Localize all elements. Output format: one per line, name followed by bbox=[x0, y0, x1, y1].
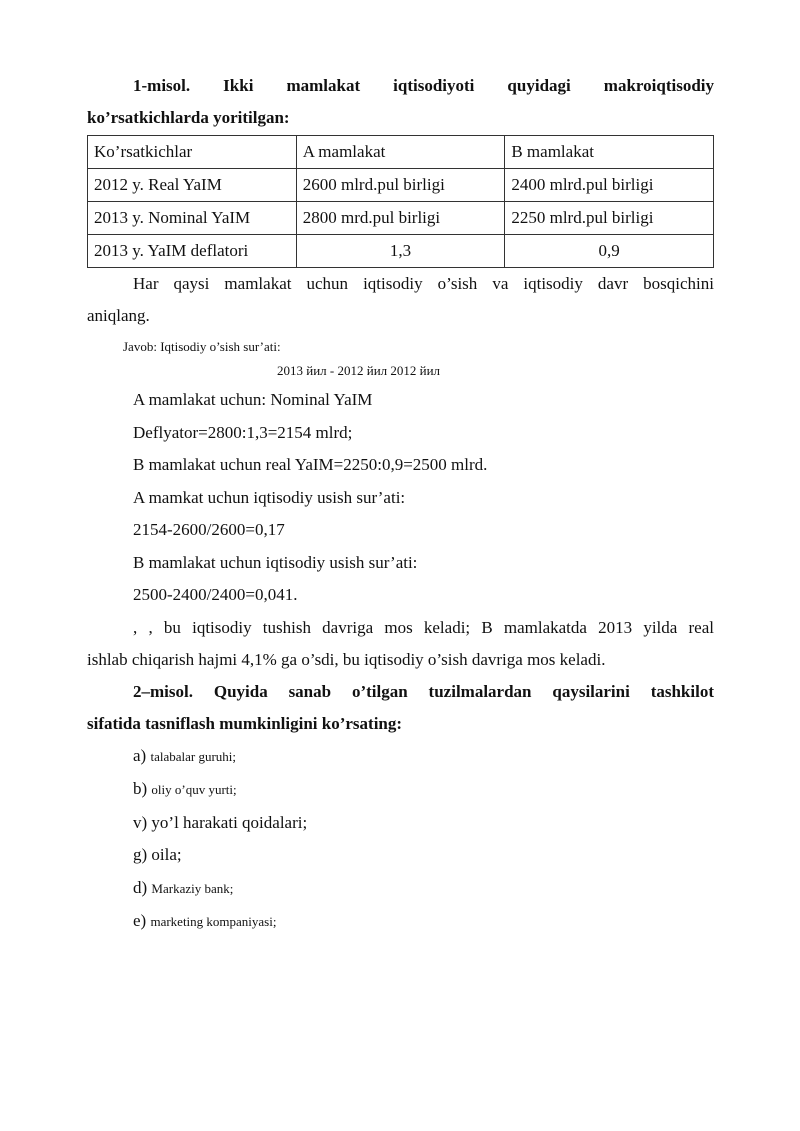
answer-label: Javob: Iqtisodiy o’sish sur’ati: bbox=[123, 339, 281, 354]
list-item bbox=[87, 839, 714, 872]
example1-heading-line2: ko’rsatkichlarda yoritilgan: bbox=[87, 108, 290, 127]
list-item bbox=[87, 872, 714, 906]
list-marker: g) bbox=[133, 845, 148, 864]
list-marker: v) bbox=[133, 812, 148, 832]
solution-step: A mamlakat uchun: Nominal YaIM bbox=[133, 390, 373, 409]
list-item-text: oila; bbox=[151, 845, 182, 864]
example2-heading-line2: sifatida tasniflash mumkinligini ko’rsating: bbox=[87, 713, 403, 733]
conclusion-text-line2: ishlab chiqarish hajmi 4,1% ga o’sdi, bu iqtisodiy o’sish davriga mos keladi. bbox=[87, 649, 606, 669]
solution-step: A mamkat uchun iqtisodiy usish sur’ati: bbox=[133, 487, 406, 507]
table-cell: 2012 y. Real YaIM bbox=[88, 169, 297, 202]
list-item bbox=[87, 905, 714, 939]
list-marker: d) bbox=[133, 877, 148, 897]
solution-step: B mamlakat uchun real YaIM=2250:0,9=2500 mlrd. bbox=[133, 455, 488, 474]
list-item bbox=[87, 807, 714, 840]
table-row bbox=[88, 202, 714, 235]
table-cell: 0,9 bbox=[505, 235, 714, 268]
example2-heading: 2–misol. Quyida sanab o’tilgan tuzilmalardan qaysilarini tashkilot bbox=[133, 681, 714, 701]
indicators-table bbox=[87, 135, 714, 268]
table-row bbox=[88, 169, 714, 202]
list-item-text: talabalar guruhi; bbox=[150, 748, 237, 764]
table-row bbox=[88, 235, 714, 268]
table-header-row bbox=[88, 136, 714, 169]
question-text-line2: aniqlang. bbox=[87, 306, 150, 325]
list-item-text: yo’l harakati qoidalari; bbox=[151, 812, 308, 832]
question-text: Har qaysi mamlakat uchun iqtisodiy o’sish va iqtisodiy davr bosqichini bbox=[133, 274, 714, 293]
list-marker: a) bbox=[133, 745, 147, 765]
table-cell: 2250 mlrd.pul birligi bbox=[505, 202, 714, 235]
list-item bbox=[87, 773, 714, 807]
example1-heading: 1-misol. Ikki mamlakat iqtisodiyoti quyidagi makroiqtisodiy bbox=[133, 76, 714, 95]
solution-step: B mamlakat uchun iqtisodiy usish sur’ati: bbox=[133, 552, 418, 572]
solution-step: 2500-2400/2400=0,041. bbox=[133, 585, 298, 604]
list-marker: e) bbox=[133, 911, 147, 930]
solution-step: 2154-2600/2600=0,17 bbox=[133, 520, 285, 539]
list-item bbox=[87, 740, 714, 774]
list-item-text: oliy o’quv yurti; bbox=[151, 782, 237, 797]
table-cell: 2400 mlrd.pul birligi bbox=[505, 169, 714, 202]
table-header-cell: B mamlakat bbox=[505, 136, 714, 169]
table-cell: 2600 mlrd.pul birligi bbox=[296, 169, 505, 202]
table-header-cell: Ko’rsatkichlar bbox=[88, 136, 297, 169]
list-marker: b) bbox=[133, 779, 148, 798]
table-header-cell: A mamlakat bbox=[296, 136, 505, 169]
document-page bbox=[87, 70, 714, 939]
table-cell: 2013 y. Nominal YaIM bbox=[88, 202, 297, 235]
solution-step: Deflyator=2800:1,3=2154 mlrd; bbox=[133, 422, 353, 442]
table-cell: 2013 y. YaIM deflatori bbox=[88, 235, 297, 268]
conclusion-text: , , bu iqtisodiy tushish davriga mos keladi; B mamlakatda 2013 yilda real bbox=[133, 617, 714, 637]
growth-formula: 2013 йил - 2012 йил 2012 йил bbox=[277, 363, 441, 378]
list-item-text: marketing kompaniyasi; bbox=[150, 914, 277, 929]
table-cell: 1,3 bbox=[296, 235, 505, 268]
list-item-text: Markaziy bank; bbox=[151, 880, 234, 896]
table-cell: 2800 mrd.pul birligi bbox=[296, 202, 505, 235]
